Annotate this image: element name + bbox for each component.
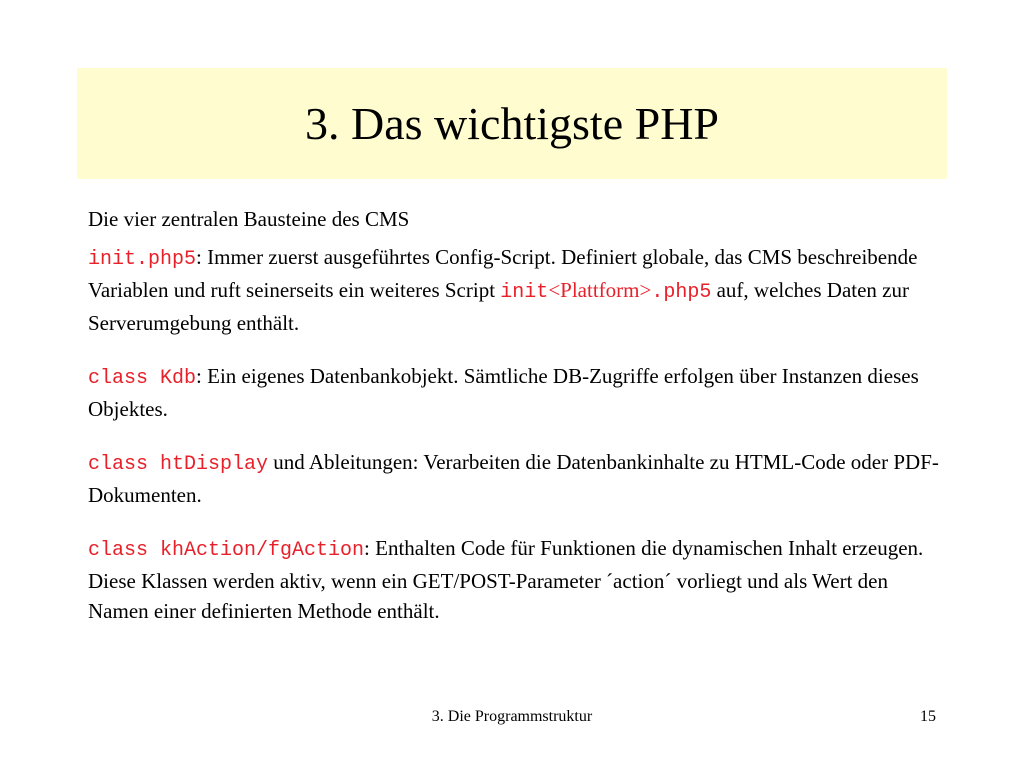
footer-section-title: 3. Die Programmstruktur	[431, 708, 593, 725]
bullet-class-htdisplay	[88, 447, 948, 510]
bullet-init-php5	[88, 242, 948, 338]
bullet-text-continued: auf, welches Daten zur Serverumgebung enthält.	[88, 278, 909, 335]
page-number: 15	[920, 708, 936, 725]
bullet-text: : Ein eigenes Datenbankobjekt. Sämtliche DB-Zugriffe erfolgen über Instanzen dieses Objektes.	[88, 364, 919, 421]
title-banner	[77, 68, 947, 179]
slide-content	[88, 204, 948, 649]
bullet-text: : Enthalten Code für Funktionen die dynamischen Inhalt erzeugen. Diese Klassen werden aktiv, wenn ein GET/POST-Parameter ´action´ vorliegt und als Wert den Namen einer definierten Methode enthält.	[88, 536, 924, 623]
code-init-platform-prefix: init	[500, 281, 549, 304]
code-class-htdisplay: class htDisplay	[88, 453, 269, 476]
bullet-text: : Immer zuerst ausgeführtes Config-Script. Definiert globale, das CMS beschreibende Variablen und ruft seinerseits ein weiteres Script	[88, 245, 918, 302]
code-init-php5: init.php5	[88, 248, 197, 271]
bullet-class-kdb	[88, 361, 948, 424]
bullet-class-khaction	[88, 533, 948, 626]
code-init-platform-suffix: .php5	[651, 281, 712, 304]
code-class-khaction: class khAction/fgAction	[88, 539, 365, 562]
bullet-text: und Ableitungen: Verarbeiten die Datenbankinhalte zu HTML-Code oder PDF-Dokumenten.	[88, 450, 939, 507]
slide-title: 3. Das wichtigste PHP	[305, 97, 719, 149]
code-class-kdb: class Kdb	[88, 367, 197, 390]
code-platform-placeholder: <Plattform>	[548, 278, 652, 302]
intro-text: Die vier zentralen Bausteine des CMS	[88, 207, 410, 231]
